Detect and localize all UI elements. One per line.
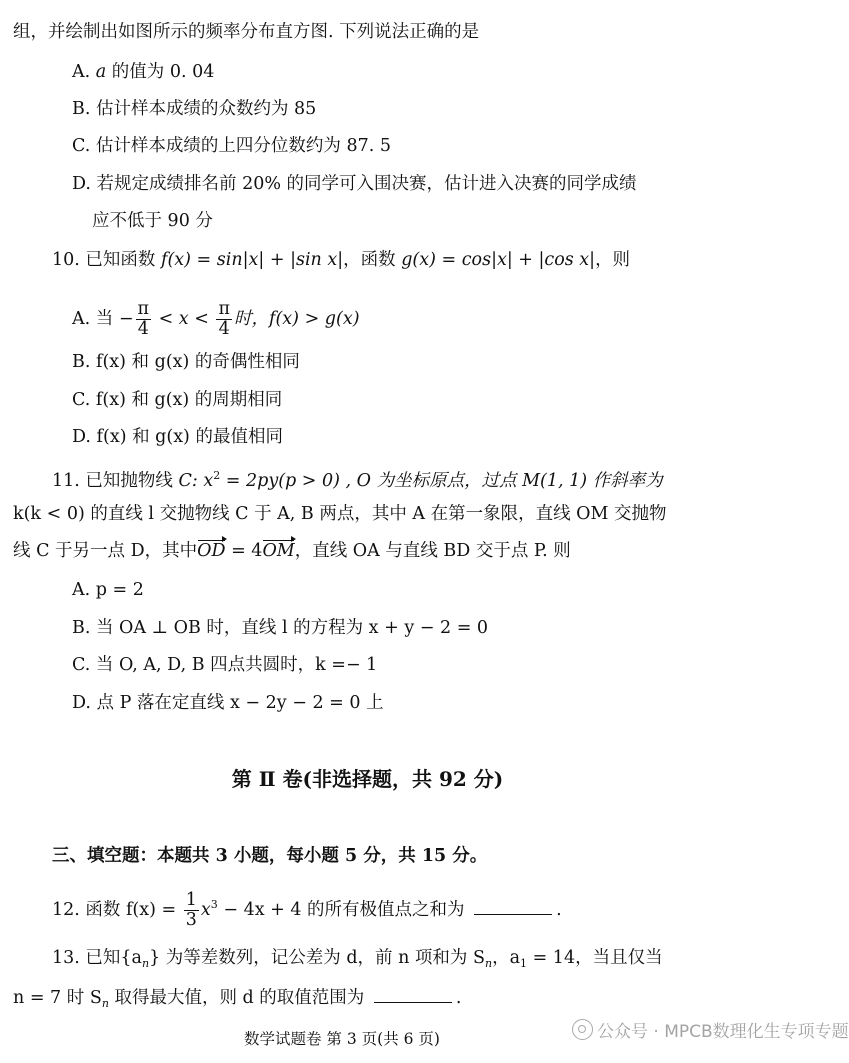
watermark: 公众号 · MPCB数理化生专项专题 xyxy=(572,1019,849,1044)
answer-blank-q13[interactable] xyxy=(374,986,452,1003)
q13-stem-line2: n = 7 时 $S_n$ 取得最大值，则 d 的取值范围为 . xyxy=(13,988,462,1010)
vector-om: OM xyxy=(262,541,295,561)
page-footer: 数学试题卷 第 3 页(共 6 页) xyxy=(244,1030,440,1048)
section-title: 第 Ⅱ 卷(非选择题，共 92 分) xyxy=(231,767,504,791)
q13-stem-line1: 13. 已知$\{a_n\}$ 为等差数列，记公差为 d，前 n 项和为 $S_n$，$a_1 = 14$，当且仅当 xyxy=(52,948,663,970)
q11-option-a: A. p = 2 xyxy=(72,580,144,600)
q10-option-a: A. 当 − $\frac{\pi}{4}$ < x < $\frac{\pi}{4}$ 时，f(x) > g(x) xyxy=(72,299,360,339)
answer-blank-q12[interactable] xyxy=(474,898,552,915)
q10-option-b: B. f(x) 和 g(x) 的奇偶性相同 xyxy=(72,352,300,372)
fraction-one-third: $\frac{1}{3}$ xyxy=(185,890,197,930)
fraction-pi-over-4: $\frac{\pi}{4}$ xyxy=(218,299,230,339)
q11-option-c: C. 当 O, A, D, B 四点共圆时，k =− 1 xyxy=(72,655,378,675)
q9-option-b: B. 估计样本成绩的众数约为 85 xyxy=(72,99,317,119)
intro-line: 组，并绘制出如图所示的频率分布直方图. 下列说法正确的是 xyxy=(13,22,480,42)
q11-stem-line3: 线 C 于另一点 D，其中OD = 4OM，直线 OA 与直线 BD 交于点 P. 则 xyxy=(13,541,571,561)
q11-stem-line1: 11. 已知抛物线 C: $x^2 = 2py(p > 0)$ , O 为坐标原点，过点 M(1, 1) 作斜率为 xyxy=(52,469,663,491)
q9-option-d-line2: 应不低于 90 分 xyxy=(92,211,213,231)
wechat-icon xyxy=(572,1019,593,1040)
q10-option-d: D. f(x) 和 g(x) 的最值相同 xyxy=(72,427,283,447)
q9-option-d-line1: D. 若规定成绩排名前 20% 的同学可入围决赛，估计进入决赛的同学成绩 xyxy=(72,174,637,194)
part3-heading: 三、填空题：本题共 3 小题，每小题 5 分，共 15 分。 xyxy=(52,846,488,866)
q11-stem-line2: k(k < 0) 的直线 l 交抛物线 C 于 A, B 两点，其中 A 在第一象限，直线 OM 交抛物 xyxy=(13,504,667,524)
q11-option-d: D. 点 P 落在定直线 x − 2y − 2 = 0 上 xyxy=(72,693,384,713)
q12-stem: 12. 函数 f(x) = $\frac{1}{3}$ $x^3 - 4x + 4$ 的所有极值点之和为 . xyxy=(52,890,562,930)
q11-option-b: B. 当 OA ⊥ OB 时，直线 l 的方程为 x + y − 2 = 0 xyxy=(72,618,489,638)
fraction-pi-over-4: $\frac{\pi}{4}$ xyxy=(137,299,150,339)
q10-stem: 10. 已知函数 f(x) = sin|x| + |sin x|，函数 g(x) = cos|x| + |cos x|，则 xyxy=(52,250,631,270)
vector-od: OD xyxy=(197,541,226,561)
q10-option-c: C. f(x) 和 g(x) 的周期相同 xyxy=(72,390,283,410)
q9-option-c: C. 估计样本成绩的上四分位数约为 87. 5 xyxy=(72,136,391,156)
q9-option-a: A. a 的值为 0. 04 xyxy=(72,62,215,82)
